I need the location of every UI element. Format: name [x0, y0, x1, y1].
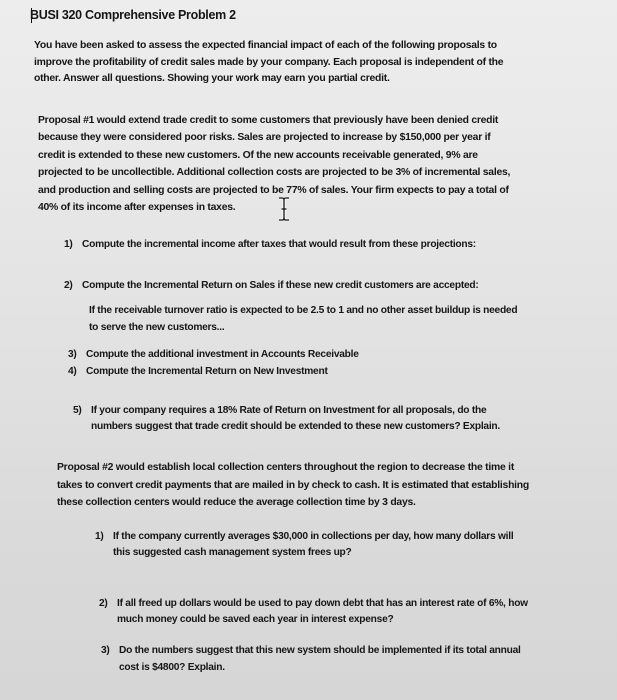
question-text: If all freed up dollars would be used to pay down debt that has an interest rate of 6%, how [117, 598, 528, 609]
ibeam-cursor-icon [278, 197, 290, 221]
proposal-2-question-2 [99, 596, 528, 628]
proposal-1-question-4 [68, 364, 328, 380]
question-text: Compute the Incremental Return on Sales if these new credit customers are accepted: [82, 280, 479, 291]
intro-paragraph [34, 38, 503, 88]
question-text: If your company requires a 18% Rate of Return on Investment for all proposals, do the [91, 405, 487, 416]
intro-line: other. Answer all questions. Showing your work may earn you partial credit. [34, 73, 390, 84]
question-text: Compute the Incremental Return on New Investment [86, 366, 328, 377]
question-number: 4) [68, 366, 77, 377]
note-line: If the receivable turnover ratio is expected to be 2.5 to 1 and no other asset buildup is needed [89, 305, 518, 316]
question-number: 5) [73, 405, 82, 416]
proposal-1-line: and production and selling costs are projected to be 77% of sales. Your firm expects to pay a total of [38, 184, 509, 196]
question-text: Compute the additional investment in Accounts Receivable [86, 349, 359, 360]
proposal-2-paragraph [57, 459, 529, 512]
question-number: 2) [64, 280, 73, 291]
proposal-2-question-1 [95, 529, 513, 561]
question-text: this suggested cash management system frees up? [113, 547, 352, 558]
question-text: Compute the incremental income after taxes that would result from these projections: [82, 239, 476, 250]
question-number: 3) [101, 645, 110, 656]
proposal-1-question-1 [64, 237, 476, 253]
proposal-2-question-3 [101, 643, 521, 676]
page-title: BUSI 320 Comprehensive Problem 2 [30, 8, 236, 22]
proposal-1-question-5 [73, 403, 500, 434]
intro-line: improve the profitability of credit sales made by your company. Each proposal is independent of the [34, 56, 504, 68]
intro-line: You have been asked to assess the expected financial impact of each of the following proposals to [34, 40, 497, 51]
question-text: numbers suggest that trade credit should be extended to these new customers? Explain. [91, 420, 500, 432]
proposal-1-paragraph [38, 112, 510, 216]
proposal-1-line: because they were considered poor risks. Sales are projected to increase by $150,000 per year if [38, 132, 491, 144]
proposal-1-line: credit is extended to these new customers. Of the new accounts receivable generated, 9% are [38, 149, 478, 161]
question-text: much money could be saved each year in interest expense? [117, 614, 394, 625]
proposal-1-question-3 [68, 347, 359, 363]
proposal-2-line: Proposal #2 would establish local collection centers throughout the region to decrease the time it [57, 462, 515, 473]
proposal-1-line: 40% of its income after expenses in taxes. [38, 202, 236, 214]
receivable-turnover-note [89, 303, 517, 336]
proposal-1-question-2 [64, 278, 479, 294]
proposal-2-line: takes to convert credit payments that are mailed in by check to cash. It is estimated that establishing [57, 479, 530, 491]
question-text: If the company currently averages $30,000 in collections per day, how many dollars will [113, 531, 514, 542]
proposal-1-line: projected to be uncollectible. Additional collection costs are projected to be 3% of incremental sales, [38, 167, 511, 179]
question-text: cost is $4800? Explain. [119, 661, 225, 673]
question-number: 3) [68, 349, 77, 360]
proposal-2-line: these collection centers would reduce the average collection time by 3 days. [57, 497, 416, 508]
question-number: 1) [95, 531, 104, 542]
question-text: Do the numbers suggest that this new system should be implemented if its total annual [119, 645, 521, 656]
note-line: to serve the new customers... [89, 321, 225, 333]
question-number: 2) [99, 598, 108, 609]
question-number: 1) [64, 239, 73, 250]
proposal-1-line: Proposal #1 would extend trade credit to some customers that previously have been denied credit [38, 115, 499, 126]
